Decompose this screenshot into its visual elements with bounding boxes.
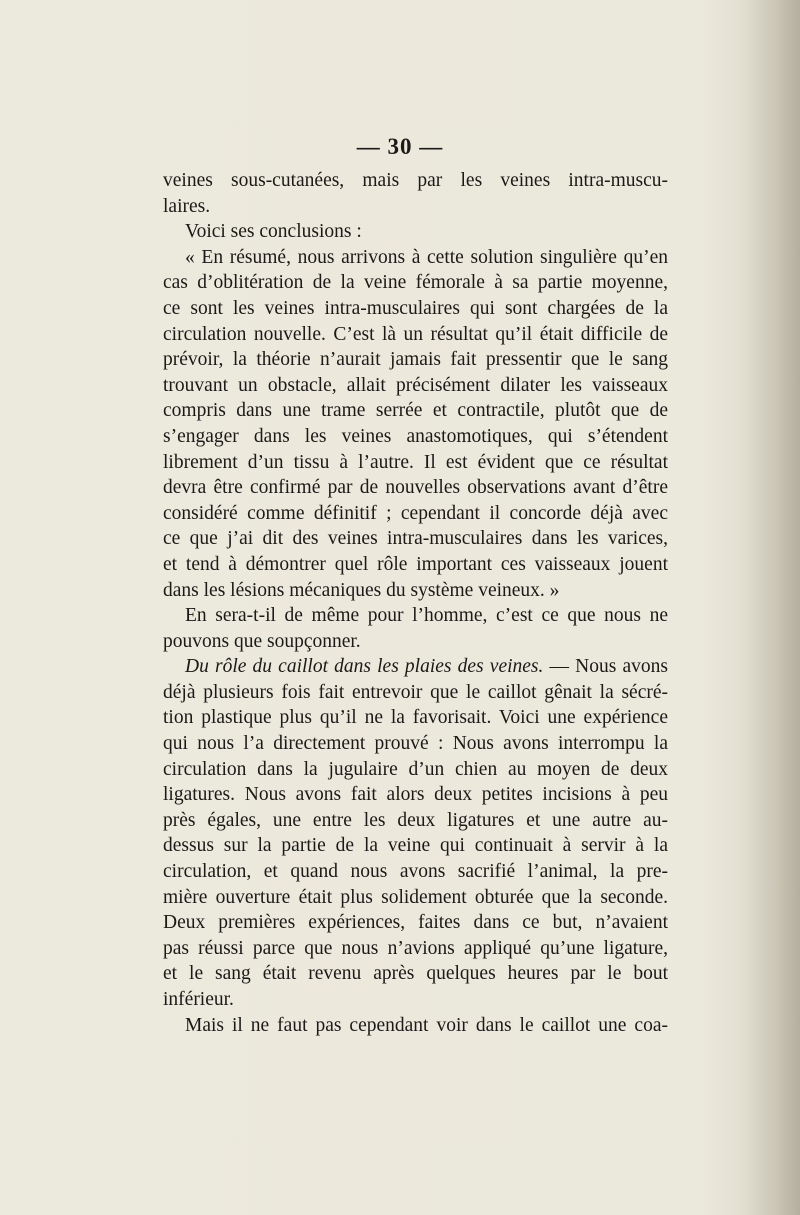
line-text: trouvant un obstacle, allait précisément dilater les vaisseaux	[163, 374, 668, 396]
line-text: Deux premières expériences, faites dans ce but, n’avaient	[163, 912, 668, 934]
line-text: s’engager dans les veines anastomotiques, qui s’étendent	[163, 425, 668, 447]
line-text: Mais il ne faut pas cependant voir dans le caillot une coa-	[185, 1014, 668, 1036]
text-line	[163, 885, 668, 911]
text-line	[163, 910, 668, 936]
body-text	[163, 168, 668, 1038]
text-line	[163, 936, 668, 962]
text-line	[163, 705, 668, 731]
text-line	[163, 654, 668, 680]
line-text: « En résumé, nous arrivons à cette solution singulière qu’en	[185, 246, 668, 268]
text-line	[163, 552, 668, 578]
line-text: qui nous l’a directement prouvé : Nous avons interrompu la	[163, 733, 668, 755]
text-line	[163, 245, 668, 271]
line-text: considéré comme définitif ; cependant il concorde déjà avec	[163, 502, 668, 524]
text-line	[163, 987, 668, 1013]
text-line	[163, 833, 668, 859]
page-number: — 30 —	[356, 134, 444, 159]
line-text: librement d’un tissu à l’autre. Il est évident que ce résultat	[163, 451, 668, 473]
text-line	[163, 398, 668, 424]
text-line	[163, 526, 668, 552]
line-text: et tend à démontrer quel rôle important ces vaisseaux jouent	[163, 553, 668, 575]
text-line	[163, 757, 668, 783]
line-text: près égales, une entre les deux ligatures et une autre au-	[163, 809, 668, 831]
line-text: En sera-t-il de même pour l’homme, c’est ce que nous ne	[185, 605, 668, 627]
line-text: inférieur.	[163, 989, 234, 1010]
text-line	[163, 347, 668, 373]
line-text: déjà plusieurs fois fait entrevoir que le caillot gênait la sécré-	[163, 681, 668, 703]
text-line	[163, 424, 668, 450]
line-text: devra être confirmé par de nouvelles observations avant d’être	[163, 477, 668, 499]
line-text: ce sont les veines intra-musculaires qui sont chargées de la	[163, 297, 668, 319]
text-line	[163, 859, 668, 885]
text-line	[163, 680, 668, 706]
line-text: prévoir, la théorie n’aurait jamais fait pressentir que le sang	[163, 349, 668, 371]
line-text: laires.	[163, 195, 211, 217]
text-line	[163, 450, 668, 476]
line-text: cas d’oblitération de la veine fémorale à sa partie moyenne,	[163, 272, 668, 294]
line-text: circulation dans la jugulaire d’un chien au moyen de deux	[163, 758, 668, 780]
text-line	[163, 731, 668, 757]
text-line	[163, 782, 668, 808]
line-text: mière ouverture était plus solidement obturée que la seconde.	[163, 886, 668, 908]
line-text: dessus sur la partie de la veine qui continuait à servir à la	[163, 835, 668, 857]
line-text: compris dans une trame serrée et contractile, plutôt que de	[163, 400, 668, 422]
text-line	[163, 219, 668, 245]
text-line	[163, 603, 668, 629]
line-text: ce que j’ai dit des veines intra-musculaires dans les varices,	[163, 528, 668, 550]
text-line	[163, 1013, 668, 1039]
text-line	[163, 270, 668, 296]
text-line	[163, 629, 668, 655]
text-line	[163, 501, 668, 527]
line-text: circulation nouvelle. C’est là un résultat qu’il était difficile de	[163, 323, 668, 345]
line-text: Voici ses conclusions :	[185, 221, 362, 243]
text-line	[163, 296, 668, 322]
line-text: dans les lésions mécaniques du système veineux. »	[163, 579, 560, 601]
text-line	[163, 373, 668, 399]
text-line	[163, 168, 668, 194]
line-text: circulation, et quand nous avons sacrifié l’animal, la pre-	[163, 861, 668, 883]
text-line	[163, 808, 668, 834]
text-line	[163, 578, 668, 604]
line-text: pas réussi parce que nous n’avions appliqué qu’une ligature,	[163, 937, 668, 959]
line-text: pouvons que soupçonner.	[163, 630, 361, 652]
text-line	[163, 961, 668, 987]
line-text: tion plastique plus qu’il ne la favorisait. Voici une expérience	[163, 707, 668, 729]
line-text: — Nous avons	[543, 656, 668, 678]
text-line	[163, 475, 668, 501]
line-text: et le sang était revenu après quelques heures par le bout	[163, 963, 668, 985]
text-line	[163, 322, 668, 348]
line-text: ligatures. Nous avons fait alors deux petites incisions à peu	[163, 784, 668, 806]
section-heading-italic: Du rôle du caillot dans les plaies des veines.	[185, 656, 544, 678]
text-line	[163, 194, 668, 220]
line-text: veines sous-cutanées, mais par les veines intra-muscu-	[163, 170, 668, 191]
page-edge-shadow	[740, 0, 800, 1215]
